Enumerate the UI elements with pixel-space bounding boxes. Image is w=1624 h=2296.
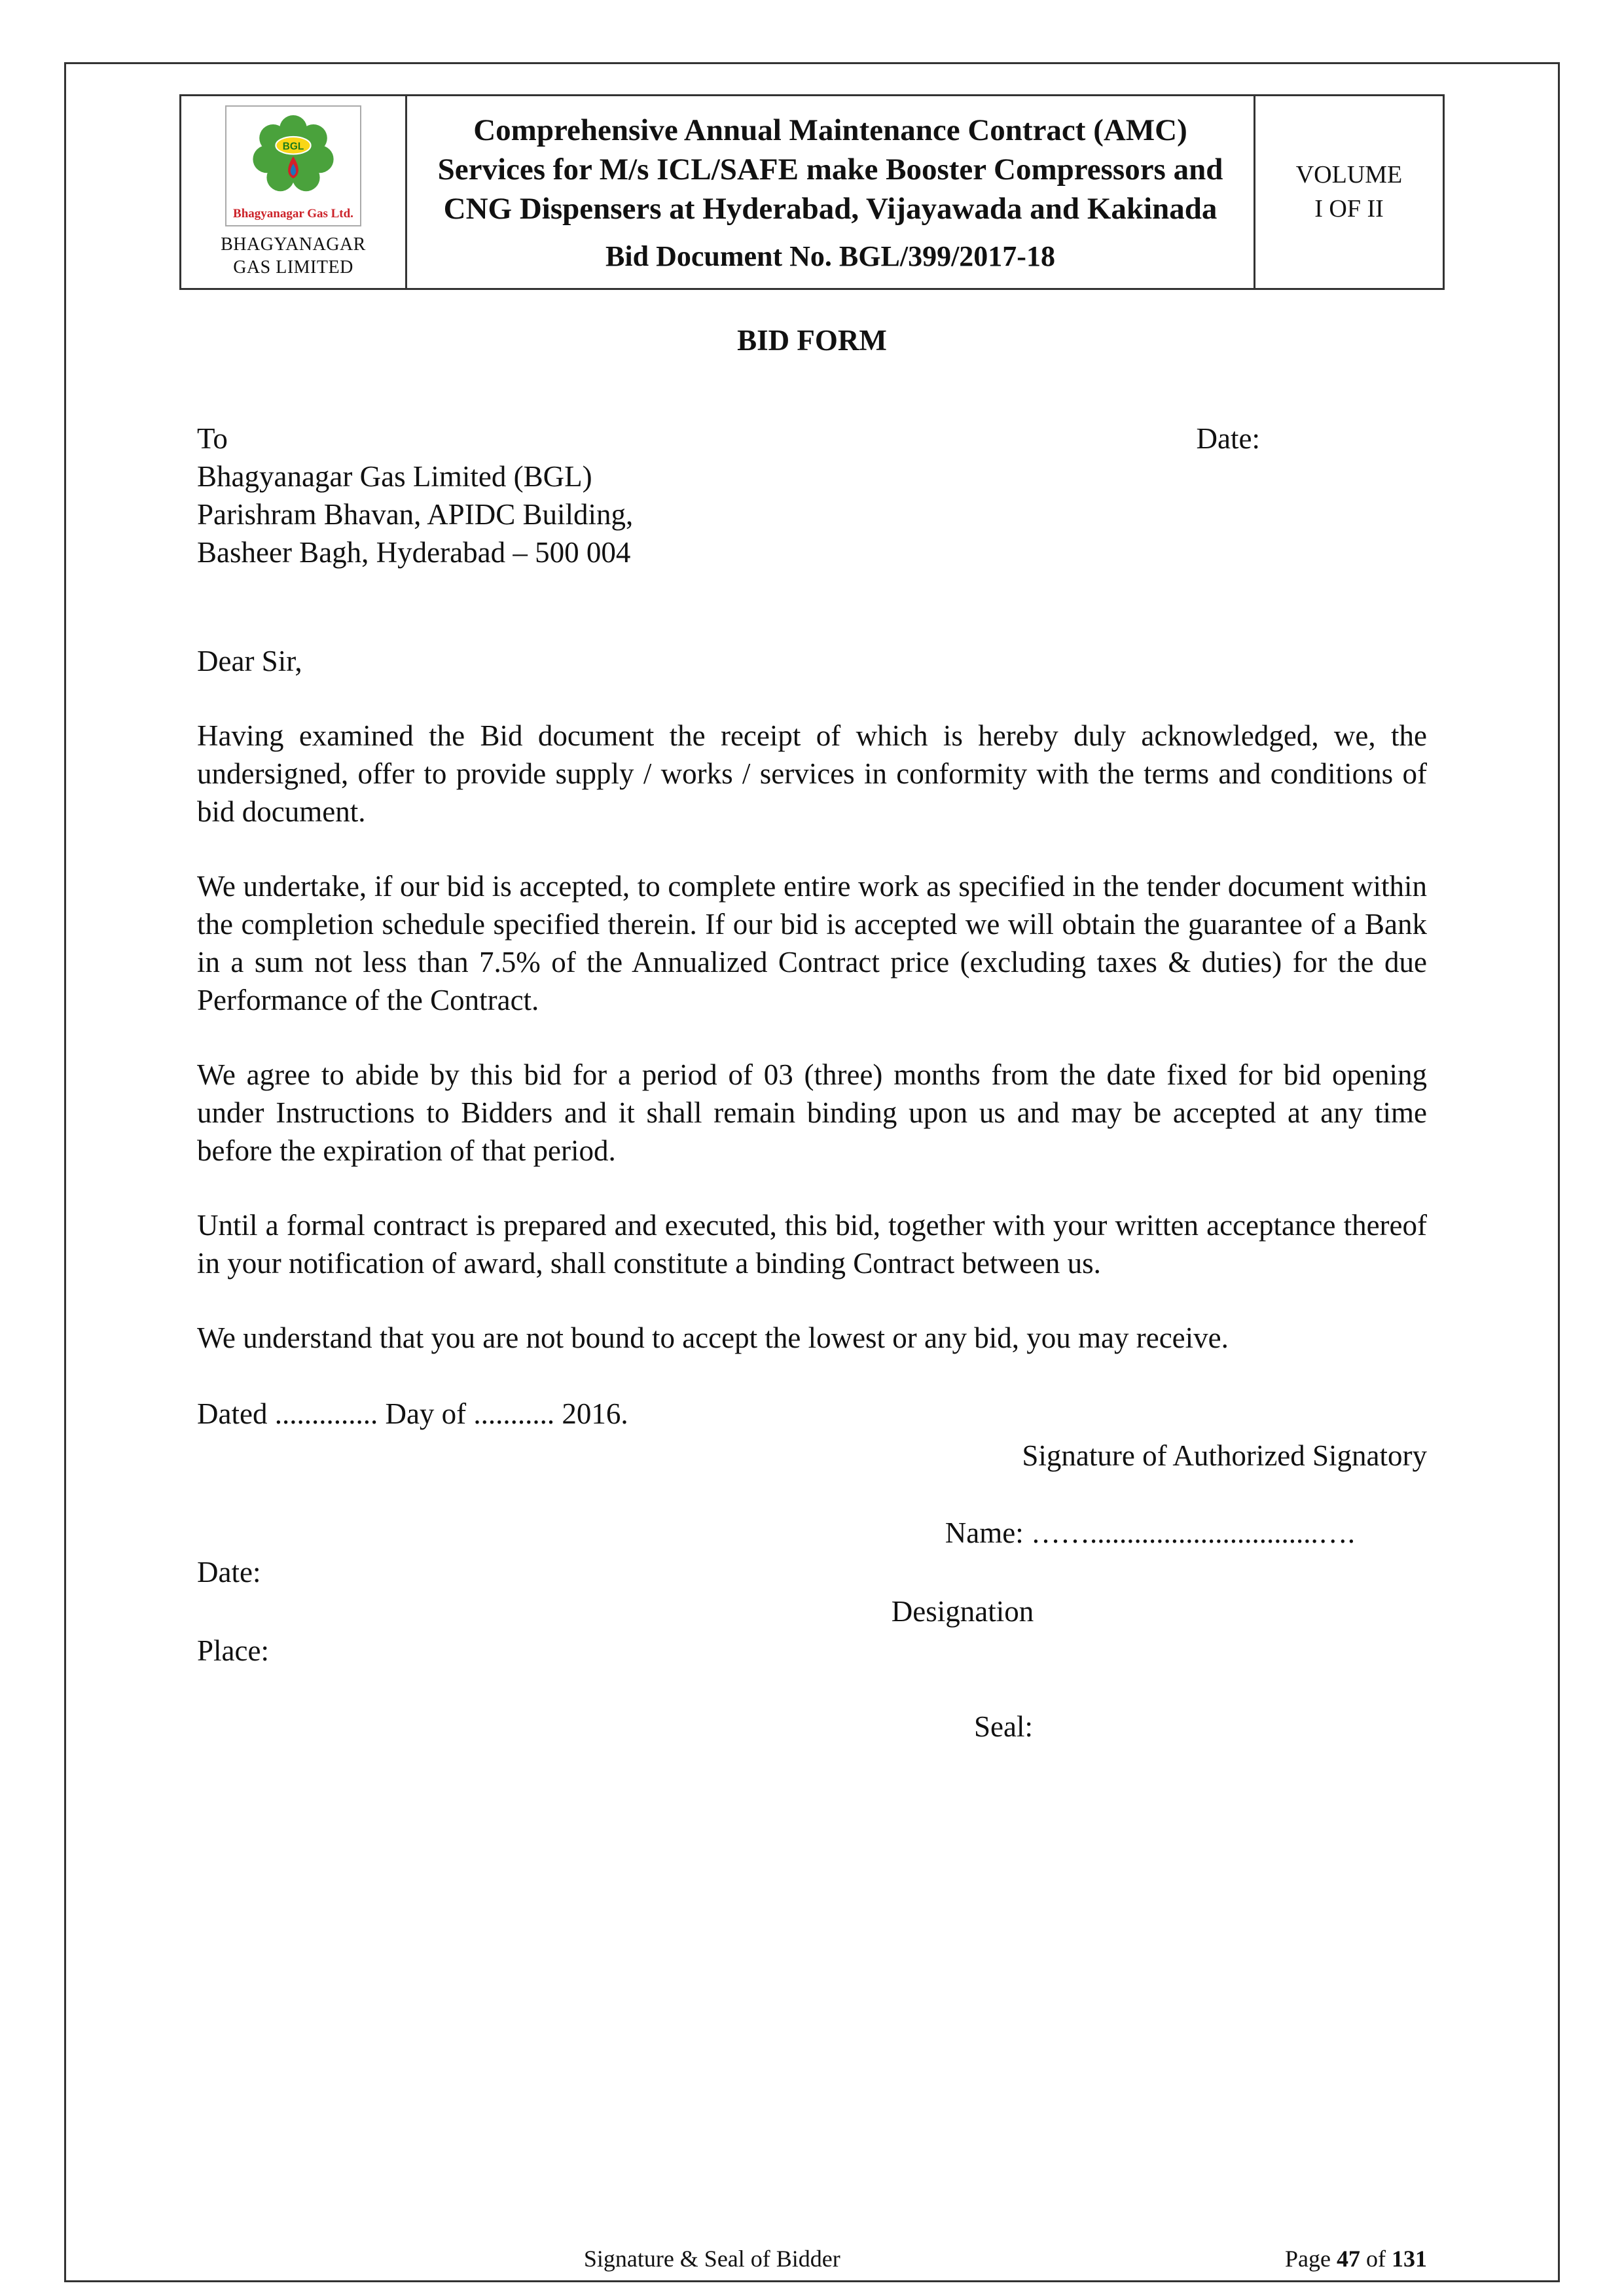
date-field-label: Date: [197,1556,261,1588]
page-border [64,62,1560,2282]
name-line: Name: ……...............................…. [945,1516,1355,1549]
place-field-label: Place: [197,1634,269,1667]
page-current: 47 [1337,2246,1360,2272]
dated-line: Dated .............. Day of ........... 2016. [197,1397,628,1430]
volume-cell [1255,96,1444,289]
volume-line1: VOLUME [1295,161,1403,189]
salutation: Dear Sir, [197,645,302,677]
title-cell [406,96,1255,289]
signature-line: Signature of Authorized Signatory [1022,1439,1427,1472]
page-prefix: Page [1285,2246,1331,2272]
company-name-line2: GAS LIMITED [233,257,353,278]
paragraph: We undertake, if our bid is accepted, to complete entire work as specified in the tender document within the completion schedule specified therein. If our bid is accepted we will obtain the guarantee of a Bank in a sum not less than 7.5% of the Annualized Contract price (excluding taxes & duties) for the due Performance of the Contract. [197,870,1427,1016]
company-name [188,233,399,279]
paragraph: Until a formal contract is prepared and executed, this bid, together with your written acceptance thereof in your notification of award, shall constitute a binding Contract between us. [197,1209,1427,1280]
logo-acronym: BGL [282,141,304,152]
document-header [179,94,1445,290]
bid-document-number: Bid Document No. BGL/399/2017-18 [605,240,1055,272]
volume-line2: I OF II [1314,194,1384,223]
page-of: of [1366,2246,1386,2272]
designation-label: Designation [891,1595,1034,1628]
page-total: 131 [1392,2246,1427,2272]
page-number-indicator [1285,2245,1427,2272]
address-line: Parishram Bhavan, APIDC Building, [197,498,634,531]
address-line: Bhagyanagar Gas Limited (BGL) [197,460,592,493]
seal-label: Seal: [974,1710,1033,1743]
page-footer [66,2245,1558,2278]
footer-signature-note: Signature & Seal of Bidder [583,2246,840,2272]
to-label: To [197,422,228,455]
company-logo [225,105,361,226]
document-title: Comprehensive Annual Maintenance Contract (AMC) Services for M/s ICL/SAFE make Booster Compressors and CNG Dispensers at Hyderabad, Vijayawada and Kakinada [437,113,1223,226]
to-date-row [197,420,1427,457]
recipient-address [197,457,1427,571]
paragraph: Having examined the Bid document the receipt of which is hereby duly acknowledged, we, the undersigned, offer to provide supply / works / services in conformity with the terms and conditions of bid document. [197,719,1427,828]
form-heading: BID FORM [737,324,887,357]
logo-tagline: Bhagyanagar Gas Ltd. [233,207,353,221]
paragraph: We understand that you are not bound to accept the lowest or any bid, you may receive. [197,1321,1229,1354]
company-name-line1: BHAGYANAGAR [221,234,366,255]
paragraph: We agree to abide by this bid for a period of 03 (three) months from the date fixed for bid opening under Instructions to Bidders and it shall remain binding upon us and may be accepted at any time before the expiration of that period. [197,1058,1427,1167]
logo-cell [181,96,406,289]
document-body [197,321,1427,1746]
address-line: Basheer Bagh, Hyderabad – 500 004 [197,536,631,569]
bgl-flower-icon [247,111,339,202]
date-label: Date: [1196,422,1260,455]
